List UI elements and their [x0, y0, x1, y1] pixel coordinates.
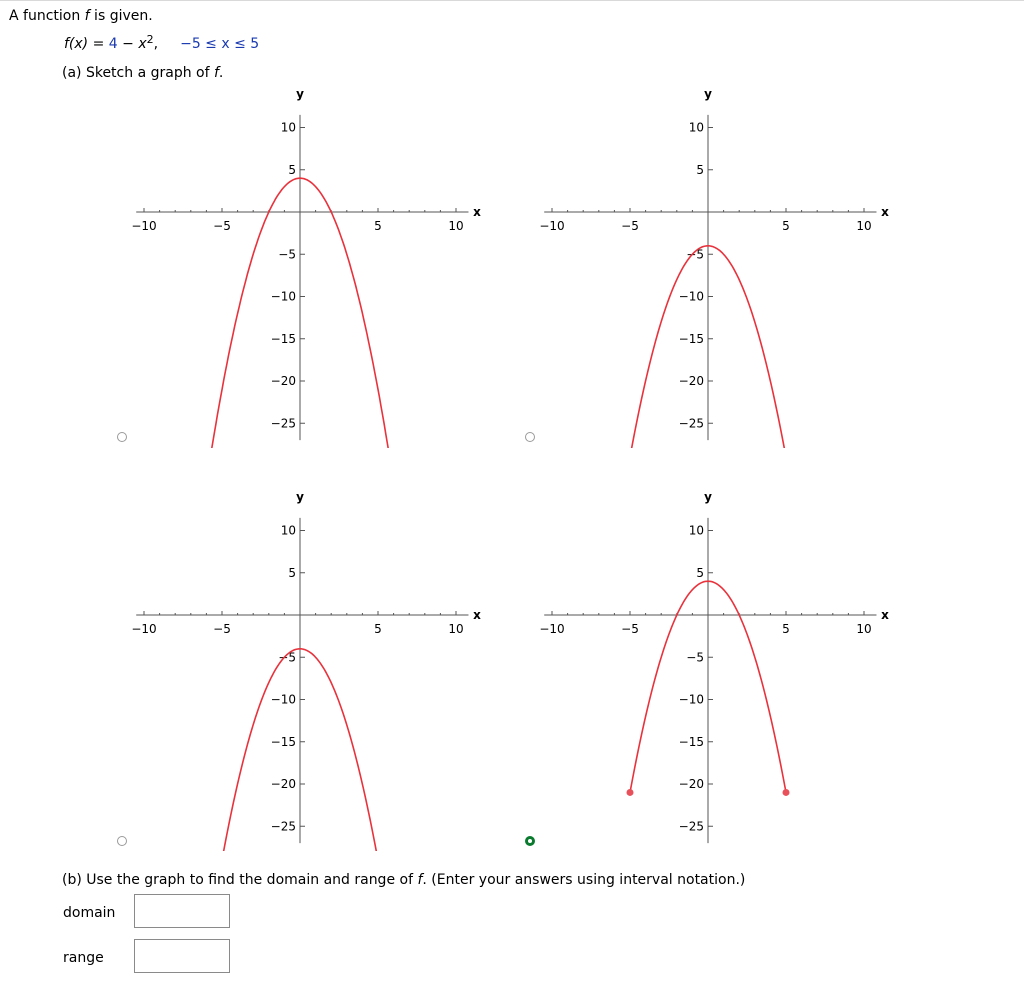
parabola-curve	[220, 649, 376, 851]
x-tick-label: −5	[621, 219, 639, 233]
y-tick-label: −15	[678, 734, 704, 749]
x-tick-label: −10	[539, 219, 565, 233]
graph-option-radio-4[interactable]	[525, 836, 535, 846]
graph-option-radio-1[interactable]	[117, 432, 127, 442]
part-a-prompt: (a) Sketch a graph of f.	[62, 65, 224, 81]
x-tick-label: −5	[213, 622, 231, 636]
y-axis-label: y	[296, 491, 304, 504]
domain-label: domain	[63, 905, 116, 921]
graph-option-radio-3[interactable]	[117, 836, 127, 846]
y-tick-label: 10	[280, 523, 296, 538]
endpoint-marker	[783, 789, 790, 796]
x-tick-label: −10	[131, 622, 157, 636]
x-tick-label: 5	[782, 219, 790, 233]
x-tick-label: 5	[782, 622, 790, 636]
y-tick-label: −10	[678, 692, 704, 707]
x-tick-label: 10	[856, 219, 872, 233]
y-tick-label: −10	[270, 692, 296, 707]
y-tick-label: −10	[270, 289, 296, 304]
y-tick-label: −10	[678, 289, 704, 304]
y-axis-label: y	[704, 491, 712, 504]
endpoint-marker	[627, 789, 634, 796]
graph-option-3	[125, 491, 495, 851]
y-tick-label: −25	[270, 416, 296, 431]
range-label: range	[63, 950, 104, 966]
function-formula: $f(x) = 4 - x^2$, −5 ≤ x ≤ 5	[64, 33, 260, 52]
x-tick-label: 5	[374, 219, 382, 233]
y-tick-label: −20	[678, 777, 704, 791]
graph-option-1	[125, 88, 495, 448]
y-tick-label: 10	[280, 120, 296, 135]
x-tick-label: −10	[539, 622, 565, 636]
top-divider	[0, 0, 1024, 1]
x-axis-label: x	[881, 205, 889, 219]
domain-restriction: −5 ≤ x ≤ 5	[180, 36, 260, 52]
y-tick-label: −5	[278, 247, 296, 262]
part-b-prompt: (b) Use the graph to find the domain and range of f. (Enter your answers using interval notation.)	[62, 872, 746, 888]
graph-option-4	[533, 491, 903, 851]
parabola-curve	[203, 178, 392, 448]
y-tick-label: −20	[678, 374, 704, 388]
y-tick-label: −5	[278, 650, 296, 665]
y-tick-label: 5	[288, 162, 296, 177]
y-tick-label: −25	[678, 819, 704, 834]
y-tick-label: −20	[270, 374, 296, 388]
y-tick-label: 5	[696, 162, 704, 177]
x-tick-label: 5	[374, 622, 382, 636]
y-tick-label: 10	[688, 120, 704, 135]
y-tick-label: −25	[270, 819, 296, 834]
x-tick-label: 10	[448, 219, 464, 233]
x-tick-label: −5	[621, 622, 639, 636]
x-tick-label: 10	[448, 622, 464, 636]
x-tick-label: −5	[213, 219, 231, 233]
x-tick-label: 10	[856, 622, 872, 636]
y-axis-label: y	[704, 88, 712, 101]
y-tick-label: −5	[686, 247, 704, 262]
y-tick-label: −15	[678, 331, 704, 346]
x-axis-label: x	[473, 205, 481, 219]
domain-input[interactable]	[134, 894, 230, 928]
x-tick-label: −10	[131, 219, 157, 233]
y-tick-label: −25	[678, 416, 704, 431]
y-axis-label: y	[296, 88, 304, 101]
y-tick-label: −15	[270, 734, 296, 749]
y-tick-label: −5	[686, 650, 704, 665]
y-tick-label: 5	[288, 565, 296, 580]
x-axis-label: x	[881, 608, 889, 622]
question-intro: A function f is given.	[9, 8, 153, 24]
graph-option-radio-2[interactable]	[525, 432, 535, 442]
y-tick-label: −15	[270, 331, 296, 346]
range-input[interactable]	[134, 939, 230, 973]
x-axis-label: x	[473, 608, 481, 622]
parabola-curve	[628, 246, 784, 448]
y-tick-label: −20	[270, 777, 296, 791]
y-tick-label: 5	[696, 565, 704, 580]
graph-option-2	[533, 88, 903, 448]
y-tick-label: 10	[688, 523, 704, 538]
